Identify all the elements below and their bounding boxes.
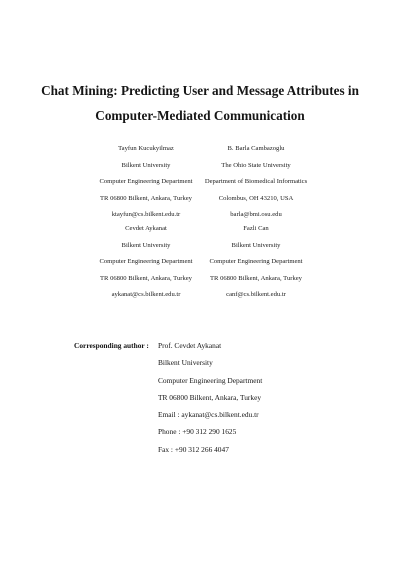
corresponding-address: TR 06800 Bilkent, Ankara, Turkey [158, 392, 262, 402]
author-email: canf@cs.bilkent.edu.tr [226, 291, 286, 298]
corresponding-department: Computer Engineering Department [158, 375, 263, 385]
author-address: TR 06800 Bilkent, Ankara, Turkey [100, 274, 192, 282]
author-email: aykanat@cs.bilkent.edu.tr [111, 291, 181, 298]
corresponding-author-details [158, 341, 262, 462]
corresponding-phone: Phone : +90 312 290 1625 [158, 427, 237, 437]
author-affiliation: The Ohio State University [221, 161, 291, 169]
corresponding-fax: Fax : +90 312 266 4047 [158, 444, 229, 454]
author-name: Cevdet Aykanat [125, 225, 167, 232]
corresponding-name: Prof. Cevdet Aykanat [158, 341, 222, 350]
author-email: barla@bmi.osu.edu [230, 211, 282, 218]
author-affiliation: Bilkent University [121, 161, 171, 169]
author-department: Computer Engineering Department [99, 178, 193, 185]
paper-title-line-1: Chat Mining: Predicting User and Message Attributes in [41, 83, 359, 98]
corresponding-affiliation: Bilkent University [158, 358, 213, 368]
author-department: Computer Engineering Department [99, 258, 193, 265]
author-address: TR 06800 Bilkent, Ankara, Turkey [210, 274, 302, 282]
author-address: TR 06800 Bilkent, Ankara, Turkey [100, 194, 192, 202]
author-email: ktayfun@cs.bilkent.edu.tr [111, 211, 181, 218]
author-affiliation: Bilkent University [121, 241, 171, 249]
author-affiliation: Bilkent University [231, 241, 281, 249]
author-block-4 [166, 225, 346, 308]
corresponding-author-label: Corresponding author : [74, 341, 149, 350]
corresponding-email: Email : aykanat@cs.bilkent.edu.tr [158, 410, 259, 420]
author-department: Computer Engineering Department [209, 258, 303, 265]
author-department: Department of Biomedical Informatics [204, 178, 308, 185]
author-block-2 [166, 145, 346, 228]
author-name: Fazli Can [243, 225, 269, 232]
paper-title-line-2: Computer-Mediated Communication [95, 108, 305, 123]
author-name: Tayfun Kucukyilmaz [118, 145, 174, 152]
author-address: Colombus, OH 43210, USA [218, 194, 294, 202]
author-name: B. Barla Cambazoglu [227, 145, 285, 152]
